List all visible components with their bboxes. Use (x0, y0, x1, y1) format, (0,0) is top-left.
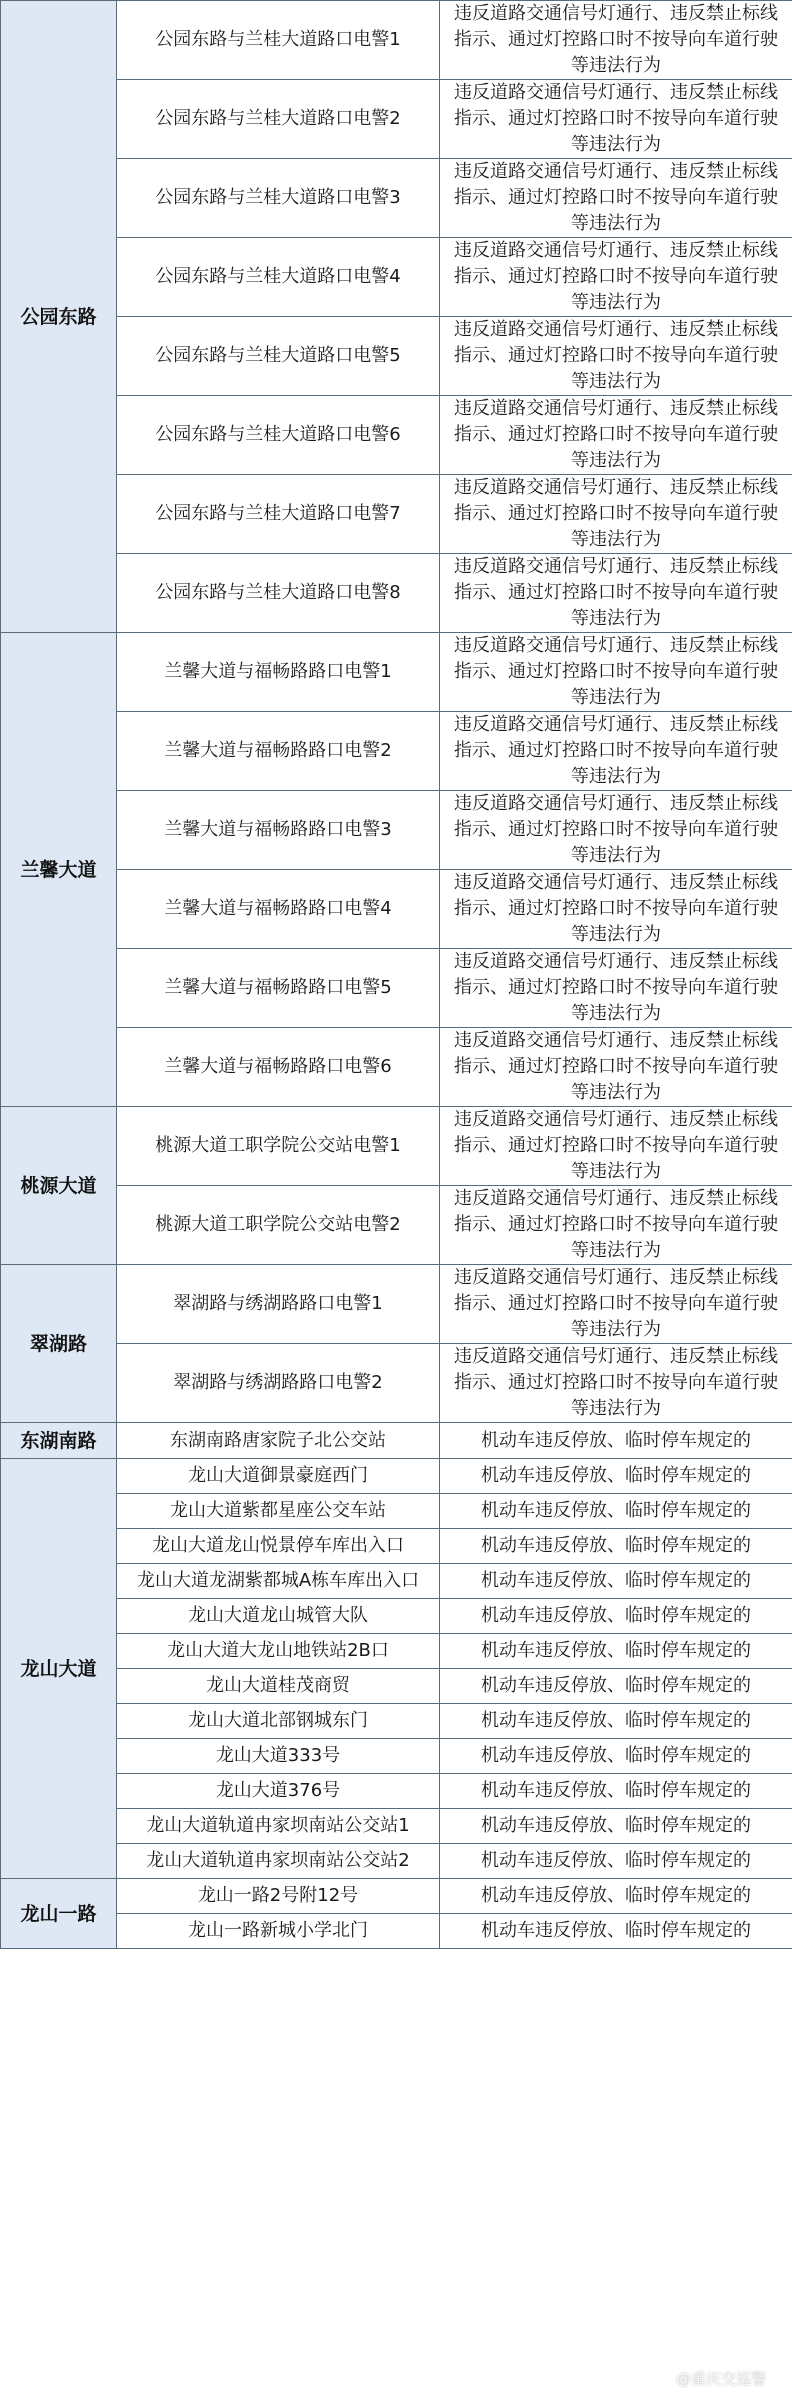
location-cell: 兰馨大道与福畅路路口电警4 (117, 870, 440, 949)
violation-cell: 违反道路交通信号灯通行、违反禁止标线指示、通过灯控路口时不按导向车道行驶等违法行为 (440, 791, 792, 870)
violation-cell: 违反道路交通信号灯通行、违反禁止标线指示、通过灯控路口时不按导向车道行驶等违法行为 (440, 712, 792, 791)
road-name-cell: 公园东路 (1, 1, 117, 633)
location-cell: 龙山大道大龙山地铁站2B口 (117, 1634, 440, 1669)
location-cell: 兰馨大道与福畅路路口电警3 (117, 791, 440, 870)
violation-cell: 违反道路交通信号灯通行、违反禁止标线指示、通过灯控路口时不按导向车道行驶等违法行为 (440, 1028, 792, 1107)
table-body (1, 1, 792, 1949)
location-cell: 公园东路与兰桂大道路口电警5 (117, 317, 440, 396)
violation-cell: 机动车违反停放、临时停车规定的 (440, 1739, 792, 1774)
violation-cell: 违反道路交通信号灯通行、违反禁止标线指示、通过灯控路口时不按导向车道行驶等违法行为 (440, 1, 792, 80)
violation-cell: 机动车违反停放、临时停车规定的 (440, 1494, 792, 1529)
violation-cell: 机动车违反停放、临时停车规定的 (440, 1564, 792, 1599)
table-row (1, 1, 792, 80)
location-cell: 桃源大道工职学院公交站电警2 (117, 1186, 440, 1265)
table-row (1, 1564, 792, 1599)
watermark: @重庆交巡警 (675, 2370, 766, 2388)
table-row (1, 791, 792, 870)
location-cell: 龙山大道桂茂商贸 (117, 1669, 440, 1704)
table-row (1, 1265, 792, 1344)
table-row (1, 238, 792, 317)
location-cell: 龙山大道轨道冉家坝南站公交站2 (117, 1844, 440, 1879)
table-row (1, 1459, 792, 1494)
table-row (1, 1844, 792, 1879)
table-row (1, 1423, 792, 1459)
table-row (1, 1529, 792, 1564)
location-cell: 龙山一路2号附12号 (117, 1879, 440, 1914)
road-name-cell: 兰馨大道 (1, 633, 117, 1107)
violation-cell: 机动车违反停放、临时停车规定的 (440, 1634, 792, 1669)
table-row (1, 1914, 792, 1949)
table-row (1, 396, 792, 475)
location-cell: 龙山大道龙山城管大队 (117, 1599, 440, 1634)
road-name-cell: 东湖南路 (1, 1423, 117, 1459)
violation-cell: 机动车违反停放、临时停车规定的 (440, 1704, 792, 1739)
violation-cell: 违反道路交通信号灯通行、违反禁止标线指示、通过灯控路口时不按导向车道行驶等违法行为 (440, 633, 792, 712)
location-cell: 公园东路与兰桂大道路口电警7 (117, 475, 440, 554)
location-cell: 龙山一路新城小学北门 (117, 1914, 440, 1949)
violation-cell: 违反道路交通信号灯通行、违反禁止标线指示、通过灯控路口时不按导向车道行驶等违法行为 (440, 80, 792, 159)
table-row (1, 1494, 792, 1529)
road-name-cell: 龙山一路 (1, 1879, 117, 1949)
violation-cell: 违反道路交通信号灯通行、违反禁止标线指示、通过灯控路口时不按导向车道行驶等违法行为 (440, 554, 792, 633)
table-row (1, 870, 792, 949)
table-row (1, 1774, 792, 1809)
violation-cell: 机动车违反停放、临时停车规定的 (440, 1844, 792, 1879)
location-cell: 公园东路与兰桂大道路口电警2 (117, 80, 440, 159)
location-cell: 公园东路与兰桂大道路口电警6 (117, 396, 440, 475)
violation-cell: 违反道路交通信号灯通行、违反禁止标线指示、通过灯控路口时不按导向车道行驶等违法行为 (440, 317, 792, 396)
location-cell: 翠湖路与绣湖路路口电警2 (117, 1344, 440, 1423)
location-cell: 兰馨大道与福畅路路口电警2 (117, 712, 440, 791)
violation-cell: 违反道路交通信号灯通行、违反禁止标线指示、通过灯控路口时不按导向车道行驶等违法行为 (440, 159, 792, 238)
table-row (1, 949, 792, 1028)
violation-cell: 违反道路交通信号灯通行、违反禁止标线指示、通过灯控路口时不按导向车道行驶等违法行为 (440, 396, 792, 475)
location-cell: 东湖南路唐家院子北公交站 (117, 1423, 440, 1459)
violation-cell: 机动车违反停放、临时停车规定的 (440, 1423, 792, 1459)
road-name-cell: 翠湖路 (1, 1265, 117, 1423)
road-name-cell: 桃源大道 (1, 1107, 117, 1265)
location-cell: 龙山大道紫都星座公交车站 (117, 1494, 440, 1529)
location-cell: 公园东路与兰桂大道路口电警3 (117, 159, 440, 238)
location-cell: 公园东路与兰桂大道路口电警1 (117, 1, 440, 80)
table-row (1, 159, 792, 238)
violation-cell: 机动车违反停放、临时停车规定的 (440, 1914, 792, 1949)
violation-cell: 机动车违反停放、临时停车规定的 (440, 1879, 792, 1914)
location-cell: 兰馨大道与福畅路路口电警1 (117, 633, 440, 712)
table-row (1, 1634, 792, 1669)
location-cell: 兰馨大道与福畅路路口电警5 (117, 949, 440, 1028)
violation-cell: 违反道路交通信号灯通行、违反禁止标线指示、通过灯控路口时不按导向车道行驶等违法行为 (440, 1186, 792, 1265)
violation-cell: 违反道路交通信号灯通行、违反禁止标线指示、通过灯控路口时不按导向车道行驶等违法行为 (440, 1265, 792, 1344)
table-row (1, 712, 792, 791)
table-row (1, 1028, 792, 1107)
violation-cell: 机动车违反停放、临时停车规定的 (440, 1599, 792, 1634)
table-row (1, 80, 792, 159)
table-row (1, 1669, 792, 1704)
location-cell: 龙山大道御景豪庭西门 (117, 1459, 440, 1494)
location-cell: 公园东路与兰桂大道路口电警4 (117, 238, 440, 317)
table-row (1, 554, 792, 633)
table-row (1, 475, 792, 554)
table-row (1, 1809, 792, 1844)
table-row (1, 633, 792, 712)
location-cell: 翠湖路与绣湖路路口电警1 (117, 1265, 440, 1344)
table-row (1, 1599, 792, 1634)
violation-cell: 违反道路交通信号灯通行、违反禁止标线指示、通过灯控路口时不按导向车道行驶等违法行为 (440, 949, 792, 1028)
road-name-cell: 龙山大道 (1, 1459, 117, 1879)
location-cell: 龙山大道376号 (117, 1774, 440, 1809)
violation-cell: 机动车违反停放、临时停车规定的 (440, 1774, 792, 1809)
table-row (1, 1186, 792, 1265)
violation-cell: 违反道路交通信号灯通行、违反禁止标线指示、通过灯控路口时不按导向车道行驶等违法行为 (440, 475, 792, 554)
violation-cell: 机动车违反停放、临时停车规定的 (440, 1809, 792, 1844)
location-cell: 龙山大道龙湖紫都城A栋车库出入口 (117, 1564, 440, 1599)
table-row (1, 1704, 792, 1739)
violation-cell: 机动车违反停放、临时停车规定的 (440, 1529, 792, 1564)
location-cell: 龙山大道龙山悦景停车库出入口 (117, 1529, 440, 1564)
violation-cell: 违反道路交通信号灯通行、违反禁止标线指示、通过灯控路口时不按导向车道行驶等违法行为 (440, 1344, 792, 1423)
violation-cell: 违反道路交通信号灯通行、违反禁止标线指示、通过灯控路口时不按导向车道行驶等违法行为 (440, 238, 792, 317)
location-cell: 公园东路与兰桂大道路口电警8 (117, 554, 440, 633)
table-row (1, 1344, 792, 1423)
location-cell: 龙山大道北部钢城东门 (117, 1704, 440, 1739)
violation-cell: 机动车违反停放、临时停车规定的 (440, 1459, 792, 1494)
table-row (1, 317, 792, 396)
table-row (1, 1107, 792, 1186)
violation-cell: 违反道路交通信号灯通行、违反禁止标线指示、通过灯控路口时不按导向车道行驶等违法行为 (440, 1107, 792, 1186)
table-row (1, 1739, 792, 1774)
location-cell: 兰馨大道与福畅路路口电警6 (117, 1028, 440, 1107)
table-row (1, 1879, 792, 1914)
location-cell: 龙山大道333号 (117, 1739, 440, 1774)
location-cell: 桃源大道工职学院公交站电警1 (117, 1107, 440, 1186)
location-cell: 龙山大道轨道冉家坝南站公交站1 (117, 1809, 440, 1844)
violation-cell: 机动车违反停放、临时停车规定的 (440, 1669, 792, 1704)
violation-cell: 违反道路交通信号灯通行、违反禁止标线指示、通过灯控路口时不按导向车道行驶等违法行为 (440, 870, 792, 949)
